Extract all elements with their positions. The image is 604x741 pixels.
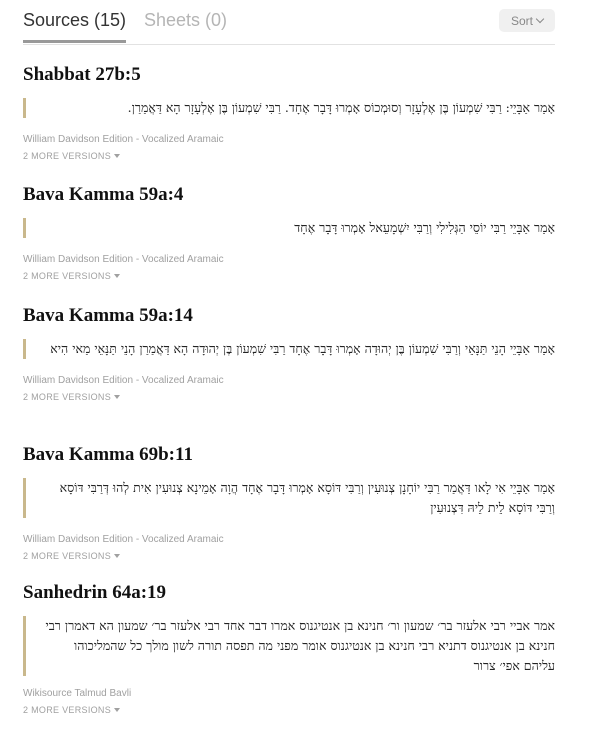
source-item	[23, 305, 555, 402]
source-text-block	[23, 616, 555, 676]
more-versions-label: 2 MORE VERSIONS	[23, 151, 112, 161]
chevron-down-icon	[536, 15, 544, 23]
caret-down-icon	[114, 554, 120, 558]
source-title[interactable]: Shabbat 27b:5	[23, 64, 141, 85]
caret-down-icon	[114, 154, 120, 158]
more-versions-label: 2 MORE VERSIONS	[23, 705, 112, 715]
source-text-block	[23, 339, 555, 359]
source-item	[23, 582, 555, 715]
sort-label: Sort	[510, 13, 533, 28]
version-label: William Davidson Edition - Vocalized Aramaic	[23, 134, 224, 145]
caret-down-icon	[114, 274, 120, 278]
more-versions-label: 2 MORE VERSIONS	[23, 271, 112, 281]
tab-sources[interactable]: Sources (15)	[23, 10, 127, 30]
active-tab-indicator	[23, 40, 126, 43]
source-item	[23, 444, 555, 561]
source-text: אמר אביי רבי אלעזר בר׳ שמעון ור׳ חנינא בן אנטיגנוס אמרו דבר אחד רבי אלעזר בר׳ שמעון הא דאמרן רבי חנינא בן אנטיגנוס דתניא רבי חנינא בן אנטיגנוס אומר מפני מה תפסה תורה לשון מולך כל שהמליכוהו עליהם אפי׳ צרור	[45, 618, 555, 673]
more-versions-toggle[interactable]	[23, 151, 555, 161]
caret-down-icon	[114, 395, 120, 399]
more-versions-toggle[interactable]	[23, 705, 555, 715]
source-text: אָמַר אַבָּיֵי רַבִּי יוֹסֵי הַגְּלִילִי וְרַבִּי יִשְׁמָעֵאל אָמְרוּ דָּבָר אֶחָד	[294, 220, 555, 235]
source-text-block	[23, 218, 555, 238]
source-title[interactable]: Sanhedrin 64a:19	[23, 582, 167, 603]
source-text-block	[23, 98, 555, 118]
more-versions-toggle[interactable]	[23, 551, 555, 561]
caret-down-icon	[114, 708, 120, 712]
more-versions-toggle[interactable]	[23, 271, 555, 281]
tab-bar	[23, 0, 555, 45]
source-item	[23, 184, 555, 281]
source-text: אָמַר אַבָּיֵי אִי לָאו דַּאֲמַר רַבִּי יוֹחָנָן צְנוּעִין וְרַבִּי דּוֹסָא אָמְרוּ דָּבָר אֶחָד הֲוָה אָמֵינָא צְנוּעִין אִית לְהוּ דְּרַבִּי דּוֹסָא וְרַבִּי דּוֹסָא לֵית לֵיהּ דִּצְנוּעִין	[59, 480, 555, 515]
version-label: Wikisource Talmud Bavli	[23, 688, 132, 699]
source-title[interactable]: Bava Kamma 59a:14	[23, 305, 193, 326]
source-item	[23, 64, 555, 161]
version-label: William Davidson Edition - Vocalized Aramaic	[23, 254, 224, 265]
source-text: אָמַר אַבָּיֵי הָנֵי תַּנָּאֵי וְרַבִּי שִׁמְעוֹן בֶּן יְהוּדָה אָמְרוּ דָּבָר אֶחָד רַבִּי שִׁמְעוֹן בֶּן יְהוּדָה הָא דַּאֲמַרַן הָנֵי תַּנָּאֵי מַאי הִיא	[50, 341, 555, 356]
more-versions-label: 2 MORE VERSIONS	[23, 551, 112, 561]
tab-sheets[interactable]: Sheets (0)	[144, 10, 228, 30]
source-title[interactable]: Bava Kamma 69b:11	[23, 444, 193, 465]
more-versions-toggle[interactable]	[23, 392, 555, 402]
version-label: William Davidson Edition - Vocalized Aramaic	[23, 375, 224, 386]
source-title[interactable]: Bava Kamma 59a:4	[23, 184, 184, 205]
source-text: אָמַר אַבָּיֵי: רַבִּי שִׁמְעוֹן בֶּן אֶלְעָזָר וְסוּמְכוֹס אָמְרוּ דָּבָר אֶחָד. רַבִּי שִׁמְעוֹן בֶּן אֶלְעָזָר הָא דַּאֲמַרַן.	[127, 100, 555, 115]
source-text-block	[23, 478, 555, 518]
version-label: William Davidson Edition - Vocalized Aramaic	[23, 534, 224, 545]
more-versions-label: 2 MORE VERSIONS	[23, 392, 112, 402]
sort-button[interactable]	[499, 9, 555, 32]
